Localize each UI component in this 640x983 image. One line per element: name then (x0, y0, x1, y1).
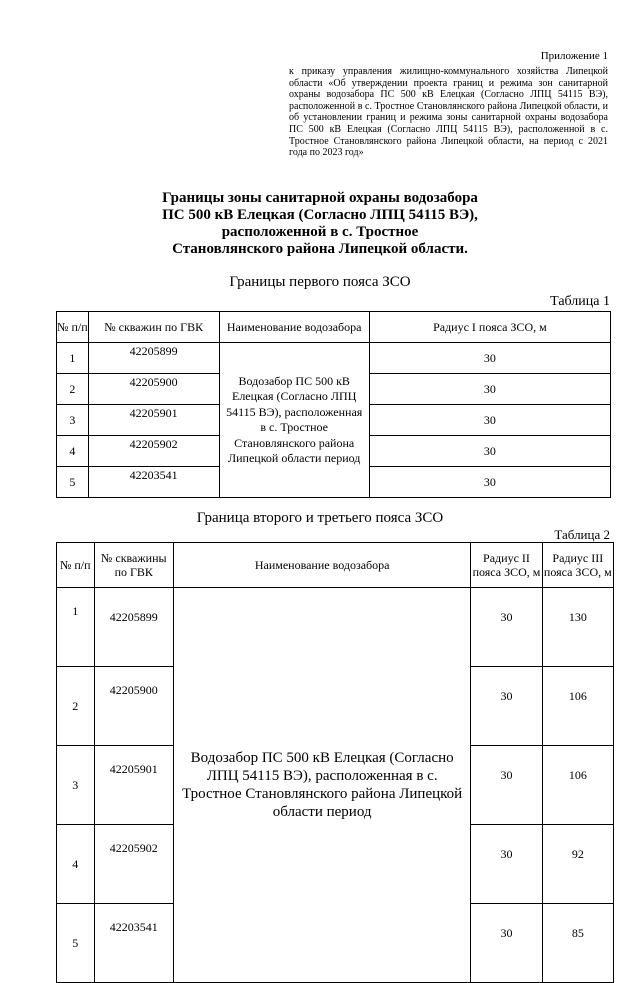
header-cell-well: № скважины по ГВК (94, 543, 173, 588)
title-line: ПС 500 кВ Елецкая (Согласно ЛПЦ 54115 ВЭ), (162, 207, 478, 223)
header-cell-radius-2: Радиус II пояса ЗСО, м (471, 543, 542, 588)
table-first-zone (56, 311, 611, 498)
well-number-cell: 42205900 (88, 374, 219, 405)
table-header-row (57, 543, 614, 588)
radius-3-cell: 106 (542, 667, 613, 746)
header-cell-intake: Наименование водозабора (173, 543, 470, 588)
well-number-cell: 42203541 (94, 904, 173, 983)
row-number-cell: 4 (57, 825, 95, 904)
well-number-cell: 42205901 (88, 405, 219, 436)
radius-1-cell: 30 (369, 405, 610, 436)
row-number-cell: 3 (57, 746, 95, 825)
intake-name-cell: Водозабор ПС 500 кВ Елецкая (Согласно ЛПЦ 54115 ВЭ), расположенная в с. Тростное Становлянского района Липецкой области период (219, 343, 369, 498)
well-number-cell: 42205901 (94, 746, 173, 825)
table-second-third-zone (56, 542, 614, 983)
table1-caption: Таблица 1 (550, 294, 610, 309)
title-line: Становлянского района Липецкой области. (172, 241, 468, 257)
radius-2-cell: 30 (471, 667, 542, 746)
section2-heading: Граница второго и третьего пояса ЗСО (196, 510, 444, 526)
radius-2-cell: 30 (471, 904, 542, 983)
well-number-cell: 42205900 (94, 667, 173, 746)
appendix-title: Приложение 1 (540, 50, 608, 62)
radius-1-cell: 30 (369, 436, 610, 467)
row-number-cell: 2 (57, 374, 89, 405)
table2-caption: Таблица 2 (554, 527, 610, 542)
radius-3-cell: 130 (542, 588, 613, 667)
header-cell-number: № п/п (57, 312, 89, 343)
radius-3-cell: 85 (542, 904, 613, 983)
well-number-cell: 42205899 (88, 343, 219, 374)
row-number-cell: 4 (57, 436, 89, 467)
radius-2-cell: 30 (471, 588, 542, 667)
radius-3-cell: 92 (542, 825, 613, 904)
row-number-cell: 2 (57, 667, 95, 746)
well-number-cell: 42203541 (88, 467, 219, 498)
document-title (0, 190, 640, 258)
well-number-cell: 42205899 (94, 588, 173, 667)
header-cell-intake: Наименование водозабора (219, 312, 369, 343)
table-row (57, 588, 614, 667)
row-number-cell: 3 (57, 405, 89, 436)
appendix-text: к приказу управления жилищно-коммунального хозяйства Липецкой области «Об утверждении проекта границ и режима зон санитарной охраны водозабора ПС 500 кВ Елецкая (Согласно ЛПЦ 54115 ВЭ), расположенной в с. Тростное Становлянского района Липецкой области, и об установлении границ и режима зоны санитарной охраны водозабора ПС 500 кВ Елецкая (Согласно ЛПЦ 54115 ВЭ), расположенной в с. Тростное Становлянского района Липецкой области, на период с 2021 года по 2023 год» (289, 66, 608, 159)
title-line: Границы зоны санитарной охраны водозабора (162, 190, 478, 206)
radius-1-cell: 30 (369, 374, 610, 405)
radius-3-cell: 106 (542, 746, 613, 825)
row-number-cell: 5 (57, 904, 95, 983)
header-cell-number: № п/п (57, 543, 95, 588)
row-number-cell: 1 (57, 588, 95, 667)
intake-name-cell: Водозабор ПС 500 кВ Елецкая (Согласно ЛПЦ 54115 ВЭ), расположенная в с. Тростное Становлянского района Липецкой области период (173, 588, 470, 983)
header-cell-well: № скважин по ГВК (88, 312, 219, 343)
title-line: расположенной в с. Тростное (221, 224, 419, 240)
header-cell-radius-3: Радиус III пояса ЗСО, м (542, 543, 613, 588)
radius-1-cell: 30 (369, 467, 610, 498)
row-number-cell: 5 (57, 467, 89, 498)
section1-heading: Границы первого пояса ЗСО (229, 274, 411, 290)
table-row (57, 343, 611, 374)
well-number-cell: 42205902 (88, 436, 219, 467)
header-cell-radius-1: Радиус I пояса ЗСО, м (369, 312, 610, 343)
radius-1-cell: 30 (369, 343, 610, 374)
well-number-cell: 42205902 (94, 825, 173, 904)
row-number-cell: 1 (57, 343, 89, 374)
radius-2-cell: 30 (471, 825, 542, 904)
table-header-row (57, 312, 611, 343)
radius-2-cell: 30 (471, 746, 542, 825)
